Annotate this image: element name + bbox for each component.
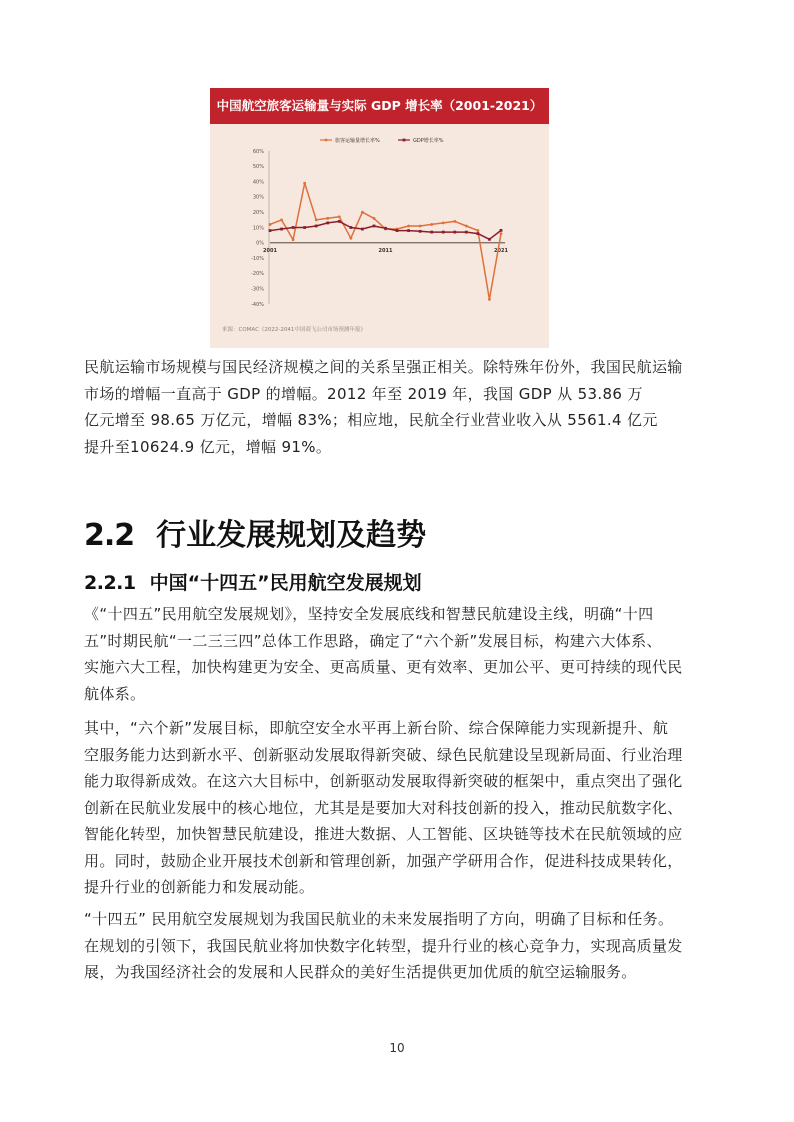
section-heading <box>84 514 426 558</box>
y-tick-label: -40% <box>251 301 264 308</box>
data-point <box>315 225 318 228</box>
y-tick-label: 20% <box>252 210 264 216</box>
data-point <box>419 225 422 228</box>
data-point <box>500 229 503 232</box>
series-line <box>270 183 501 299</box>
data-point <box>396 229 399 232</box>
data-point <box>430 223 433 226</box>
chart-source: 来源：COMAC《2022-2041中国商飞公司市场预测年报》 <box>222 327 366 333</box>
data-point <box>465 231 468 234</box>
data-point <box>500 232 503 235</box>
subsection-title: 中国“十四五”民用航空发展规划 <box>149 572 422 594</box>
data-point <box>269 223 272 226</box>
x-tick-label: 2021 <box>494 247 508 254</box>
legend-label: 旅客运输量增长率% <box>335 137 380 144</box>
text-line: 五”时期民航“一二三三四”总体工作思路，确定了“六个新”发展目标，构建六大体系、 <box>84 631 662 650</box>
data-point <box>326 222 329 225</box>
paragraph-plan-overview <box>84 601 714 707</box>
data-point <box>292 238 295 241</box>
text-line: 在规划的引领下，我国民航业将加快数字化转型，提升行业的核心竞争力，实现高质量发 <box>84 936 683 955</box>
y-tick-label: 60% <box>252 148 264 155</box>
data-point <box>407 229 410 232</box>
data-point <box>326 217 329 220</box>
data-point <box>349 226 352 229</box>
section-title: 行业发展规划及趋势 <box>156 518 427 553</box>
y-tick-label: 10% <box>252 225 264 232</box>
chart-figure <box>210 88 549 348</box>
data-point <box>453 220 456 223</box>
paragraph-six-goals <box>84 715 714 901</box>
data-point <box>349 237 352 240</box>
data-point <box>303 182 306 185</box>
data-point <box>477 229 480 232</box>
data-point <box>373 217 376 220</box>
subsection-number: 2.2.1 <box>84 572 136 594</box>
subsection-heading <box>84 568 422 598</box>
data-point <box>442 222 445 225</box>
legend-marker <box>403 139 406 142</box>
y-tick-label: 50% <box>252 164 264 171</box>
text-line: 民航运输市场规模与国民经济规模之间的关系呈强正相关。除特殊年份外，我国民航运输 <box>84 358 683 376</box>
legend-marker <box>325 139 328 142</box>
data-point <box>280 218 283 221</box>
text-line: 展，为我国经济社会的发展和人民群众的美好生活提供更加优质的航空运输服务。 <box>84 963 637 981</box>
data-point <box>303 226 306 229</box>
y-tick-label: -10% <box>251 255 264 262</box>
data-point <box>315 218 318 221</box>
data-point <box>338 215 341 218</box>
text-line: 智能化转型，加快智慧民航建设，推进大数据、人工智能、区块链等技术在民航领域的应 <box>84 825 683 843</box>
data-point <box>338 220 341 223</box>
x-tick-label: 2001 <box>263 247 277 254</box>
data-point <box>292 226 295 229</box>
text-line: 其中，“六个新”发展目标，即航空安全水平再上新台阶、综合保障能力实现新提升、航 <box>84 719 669 737</box>
data-point <box>407 225 410 228</box>
data-point <box>453 231 456 234</box>
text-line: 提升行业的创新能力和发展动能。 <box>84 878 315 896</box>
text-line: “十四五” 民用航空发展规划为我国民航业的未来发展指明了方向，明确了目标和任务。 <box>84 910 674 928</box>
data-point <box>488 238 491 241</box>
text-line: 提升至10624.9 亿元，增幅 91%。 <box>84 437 332 456</box>
chart-title: 中国航空旅客运输量与实际 GDP 增长率（2001-2021） <box>216 98 543 113</box>
text-line: 《“十四五”民用航空发展规划》，坚持安全发展底线和智慧民航建设主线，明确“十四 <box>84 605 654 623</box>
text-line: 亿元增至 98.65 万亿元，增幅 83%；相应地，民航全行业营业收入从 5561.4 亿元 <box>84 411 658 429</box>
paragraph-conclusion <box>84 906 714 986</box>
data-point <box>384 227 387 230</box>
paragraph-market-gdp <box>84 354 714 460</box>
data-point <box>269 229 272 232</box>
text-line: 用。同时，鼓励企业开展技术创新和管理创新，加强产学研用合作，促进科技成果转化， <box>84 851 683 870</box>
line-chart <box>210 124 549 324</box>
data-point <box>430 231 433 234</box>
chart-title-bar <box>210 88 549 124</box>
text-line: 实施六大工程，加快构建更为安全、更高质量、更有效率、更加公平、更可持续的现代民 <box>84 658 683 676</box>
text-line: 航体系。 <box>84 684 146 703</box>
data-point <box>280 228 283 231</box>
data-point <box>373 225 376 228</box>
y-tick-label: -20% <box>251 271 264 278</box>
y-tick-label: 30% <box>252 194 264 201</box>
data-point <box>442 231 445 234</box>
text-line: 市场的增幅一直高于 GDP 的增幅。2012 年至 2019 年，我国 GDP 从 53.86 万 <box>84 384 643 403</box>
legend-label: GDP增长率% <box>413 137 444 144</box>
data-point <box>477 232 480 235</box>
page-number: 10 <box>389 1041 405 1055</box>
x-tick-label: 2011 <box>378 247 393 254</box>
data-point <box>488 298 491 301</box>
data-point <box>361 228 364 231</box>
y-tick-label: 40% <box>252 179 264 186</box>
text-line: 创新在民航业发展中的核心地位，尤其是是要加大对科技创新的投入，推动民航数字化、 <box>84 798 683 817</box>
data-point <box>361 211 364 214</box>
y-tick-label: 0% <box>256 240 264 247</box>
data-point <box>465 225 468 228</box>
data-point <box>419 230 422 233</box>
section-number: 2.2 <box>84 518 135 553</box>
text-line: 空服务能力达到新水平、创新驱动发展取得新突破、绿色民航建设呈现新局面、行业治理 <box>84 745 683 764</box>
y-tick-label: -30% <box>251 286 264 293</box>
text-line: 能力取得新成效。在这六大目标中，创新驱动发展取得新突破的框架中，重点突出了强化 <box>84 772 683 790</box>
